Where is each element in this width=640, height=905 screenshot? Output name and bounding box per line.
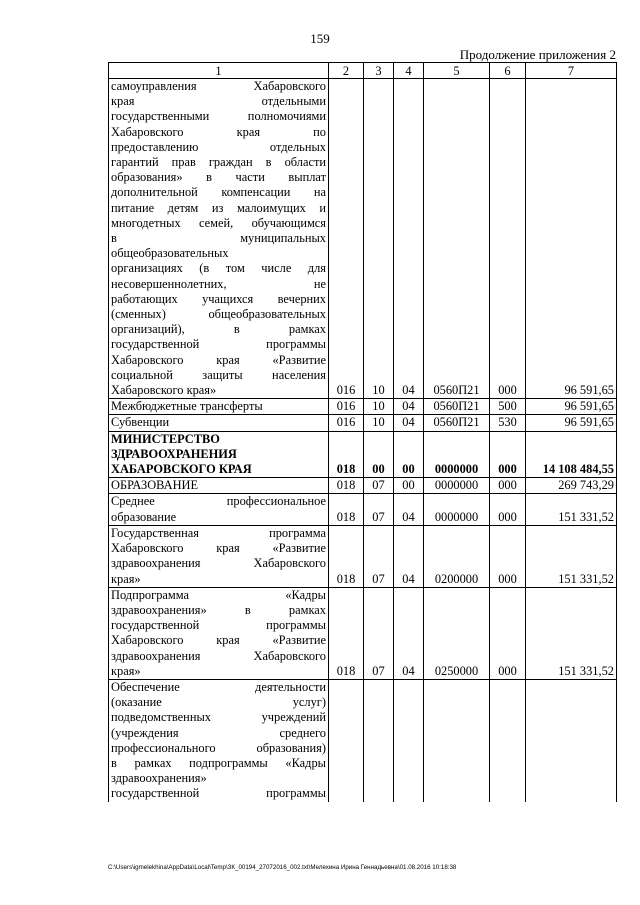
target-article-cell: 0560П21 xyxy=(424,399,490,415)
description-line: организаций), в рамках xyxy=(111,322,326,337)
target-article-cell: 0560П21 xyxy=(424,79,490,399)
row-description xyxy=(109,587,329,679)
subsection-code-cell: 04 xyxy=(394,494,424,525)
column-header: 6 xyxy=(490,63,526,79)
amount-cell: 151 331,52 xyxy=(526,494,617,525)
description-line: государственной программы xyxy=(111,786,326,801)
description-line: Хабаровского края» xyxy=(111,383,217,398)
amount-cell: 269 743,29 xyxy=(526,478,617,494)
subsection-code-cell: 04 xyxy=(394,525,424,587)
table-row xyxy=(109,679,617,801)
description-line: Хабаровского края «Развитие xyxy=(111,541,326,556)
subsection-code-cell: 04 xyxy=(394,399,424,415)
ministry-code-cell: 018 xyxy=(329,587,364,679)
amount-cell xyxy=(526,679,617,801)
subsection-code-cell: 04 xyxy=(394,587,424,679)
section-code-cell: 10 xyxy=(364,415,394,431)
description-line: Государственная программа xyxy=(111,525,326,540)
table-row xyxy=(109,431,617,478)
description-line: ЗДРАВООХРАНЕНИЯ xyxy=(111,446,237,461)
row-description xyxy=(109,415,329,431)
description-line: Субвенции xyxy=(111,415,170,430)
appendix-caption: Продолжение приложения 2 xyxy=(459,47,616,62)
column-header: 3 xyxy=(364,63,394,79)
expense-type-cell: 000 xyxy=(490,494,526,525)
expense-type-cell: 000 xyxy=(490,587,526,679)
ministry-code-cell: 016 xyxy=(329,79,364,399)
description-line: работающих учащихся вечерних xyxy=(111,291,326,306)
target-article-cell: 0000000 xyxy=(424,494,490,525)
description-line: дополнительной компенсации на xyxy=(111,185,326,200)
subsection-code-cell: 04 xyxy=(394,415,424,431)
description-line: Хабаровского края по xyxy=(111,124,326,139)
expense-type-cell: 000 xyxy=(490,79,526,399)
description-line: МИНИСТЕРСТВО xyxy=(111,431,220,446)
description-line: образование xyxy=(111,509,177,524)
description-line: предоставлению отдельных xyxy=(111,139,326,154)
description-line: (учреждения среднего xyxy=(111,725,326,740)
target-article-cell: 0560П21 xyxy=(424,415,490,431)
amount-cell: 96 591,65 xyxy=(526,79,617,399)
description-line: социальной защиты населения xyxy=(111,367,326,382)
description-line: Среднее профессиональное xyxy=(111,494,326,509)
subsection-code-cell: 00 xyxy=(394,478,424,494)
expense-type-cell: 000 xyxy=(490,478,526,494)
section-code-cell: 10 xyxy=(364,399,394,415)
description-line: Хабаровского края «Развитие xyxy=(111,633,326,648)
column-header: 5 xyxy=(424,63,490,79)
description-line: профессионального образования) xyxy=(111,740,326,755)
table-row xyxy=(109,525,617,587)
row-description xyxy=(109,494,329,525)
budget-table xyxy=(108,62,617,802)
amount-cell: 14 108 484,55 xyxy=(526,431,617,478)
page-number: 159 xyxy=(310,31,330,46)
expense-type-cell: 000 xyxy=(490,431,526,478)
description-line: в муниципальных xyxy=(111,231,326,246)
ministry-code-cell: 018 xyxy=(329,525,364,587)
row-description xyxy=(109,79,329,399)
description-line: (оказание услуг) xyxy=(111,695,326,710)
target-article-cell: 0200000 xyxy=(424,525,490,587)
row-description xyxy=(109,478,329,494)
description-line: Межбюджетные трансферты xyxy=(111,399,263,414)
description-line: (сменных) общеобразовательных xyxy=(111,307,326,322)
subsection-code-cell xyxy=(394,679,424,801)
column-header: 7 xyxy=(526,63,617,79)
description-line: государственной программы xyxy=(111,337,326,352)
description-line: общеобразовательных xyxy=(111,246,229,261)
description-line: здравоохранения Хабаровского xyxy=(111,556,326,571)
table-row xyxy=(109,587,617,679)
ministry-code-cell: 016 xyxy=(329,415,364,431)
description-line: здравоохранения» в рамках xyxy=(111,602,326,617)
expense-type-cell xyxy=(490,679,526,801)
target-article-cell xyxy=(424,679,490,801)
description-line: самоуправления Хабаровского xyxy=(111,79,326,93)
description-line: несовершеннолетних, не xyxy=(111,276,326,291)
amount-cell: 96 591,65 xyxy=(526,399,617,415)
description-line: здравоохранения Хабаровского xyxy=(111,648,326,663)
target-article-cell: 0000000 xyxy=(424,478,490,494)
description-line: государственными полномочиями xyxy=(111,109,326,124)
table-row xyxy=(109,79,617,399)
column-header: 4 xyxy=(394,63,424,79)
column-header: 2 xyxy=(329,63,364,79)
row-description xyxy=(109,399,329,415)
amount-cell: 151 331,52 xyxy=(526,525,617,587)
section-code-cell: 07 xyxy=(364,494,394,525)
section-code-cell: 10 xyxy=(364,79,394,399)
description-line: Обеспечение деятельности xyxy=(111,679,326,694)
description-line: многодетных семей, обучающимся xyxy=(111,215,326,230)
table-row xyxy=(109,478,617,494)
row-description xyxy=(109,525,329,587)
description-line: гарантий прав граждан в области xyxy=(111,155,326,170)
description-line: организациях (в том числе для xyxy=(111,261,326,276)
section-code-cell xyxy=(364,679,394,801)
description-line: образования» в части выплат xyxy=(111,170,326,185)
section-code-cell: 07 xyxy=(364,525,394,587)
amount-cell: 96 591,65 xyxy=(526,415,617,431)
section-code-cell: 07 xyxy=(364,587,394,679)
table-row xyxy=(109,415,617,431)
ministry-code-cell xyxy=(329,679,364,801)
target-article-cell: 0000000 xyxy=(424,431,490,478)
description-line: питание детям из малоимущих и xyxy=(111,200,326,215)
description-line: края» xyxy=(111,663,141,678)
table-row xyxy=(109,494,617,525)
section-code-cell: 00 xyxy=(364,431,394,478)
description-line: в рамках подпрограммы «Кадры xyxy=(111,755,326,770)
table-header-row xyxy=(109,63,617,79)
row-description xyxy=(109,431,329,478)
description-line: Хабаровского края «Развитие xyxy=(111,352,326,367)
description-line: края отдельными xyxy=(111,94,326,109)
description-line: здравоохранения» xyxy=(111,771,207,786)
ministry-code-cell: 018 xyxy=(329,431,364,478)
amount-cell: 151 331,52 xyxy=(526,587,617,679)
description-line: Подпрограмма «Кадры xyxy=(111,587,326,602)
ministry-code-cell: 018 xyxy=(329,478,364,494)
subsection-code-cell: 04 xyxy=(394,79,424,399)
expense-type-cell: 530 xyxy=(490,415,526,431)
ministry-code-cell: 016 xyxy=(329,399,364,415)
description-line: ОБРАЗОВАНИЕ xyxy=(111,478,199,493)
subsection-code-cell: 00 xyxy=(394,431,424,478)
description-line: ХАБАРОВСКОГО КРАЯ xyxy=(111,462,252,477)
row-description xyxy=(109,679,329,801)
expense-type-cell: 500 xyxy=(490,399,526,415)
column-header: 1 xyxy=(109,63,329,79)
table-row xyxy=(109,399,617,415)
file-path-footer: C:\Users\igmelekhina\AppData\Local\Temp\ЗК_00194_27072016_002.txt\Мелехина Ирина Геннадьевна\01.08.2016 10:18:38 xyxy=(108,864,457,871)
section-code-cell: 07 xyxy=(364,478,394,494)
target-article-cell: 0250000 xyxy=(424,587,490,679)
description-line: края» xyxy=(111,571,141,586)
description-line: государственной программы xyxy=(111,618,326,633)
ministry-code-cell: 018 xyxy=(329,494,364,525)
expense-type-cell: 000 xyxy=(490,525,526,587)
description-line: подведомственных учреждений xyxy=(111,710,326,725)
